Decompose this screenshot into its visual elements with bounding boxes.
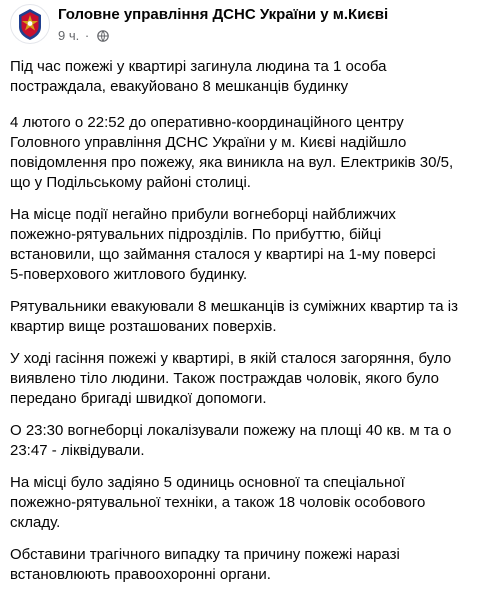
post-meta [58,27,109,44]
post-paragraph: У ході гасіння пожежі у квартирі, в якій сталося загоряння, було виявлено тіло людини. Також постраждав чоловік, якого було передано бригаді швидкої допомоги. [10,350,452,407]
page-avatar[interactable] [10,4,50,44]
post-paragraph: Рятувальники евакуювали 8 мешканців із суміжних квартир та із квартир вище розташованих поверхів. [10,298,458,335]
post-paragraph: Обставини трагічного випадку та причину пожежі наразі встановлюють правоохоронні органи. [10,546,400,583]
post-text [10,57,480,597]
post-headline: Під час пожежі у квартирі загинула людина та 1 особа постраждала, евакуйовано 8 мешканців будинку [10,58,387,95]
page-name-link[interactable]: Головне управління ДСНС України у м.Києві [58,6,389,23]
post-timestamp[interactable]: 9 ч. [58,27,80,43]
dsns-emblem-icon [11,5,49,43]
post-paragraph: 4 лютого о 22:52 до оперативно-координаційного центру Головного управління ДСНС України у м. Києві надійшло повідомлення про пожежу, яка виникла на вул. Електриків 30/5, що у Подільському районі столиці. [10,114,454,191]
post-paragraph: О 23:30 вогнеборці локалізували пожежу на площі 40 кв. м та о 23:47 - ліквідували. [10,422,452,459]
post-header [10,4,476,44]
meta-separator: · [84,27,90,43]
globe-icon[interactable] [97,30,109,42]
post-paragraph: На місце події негайно прибули вогнеборці найближчих пожежно-рятувальних підрозділів. По прибуттю, бійці встановили, що займання сталося у квартирі на 1-му поверсі 5-поверхового житлового будинку. [10,206,436,283]
post-paragraph: На місці було задіяно 5 одиниць основної та спеціальної пожежно-рятувальної техніки, а також 18 чоловік особового складу. [10,474,426,531]
